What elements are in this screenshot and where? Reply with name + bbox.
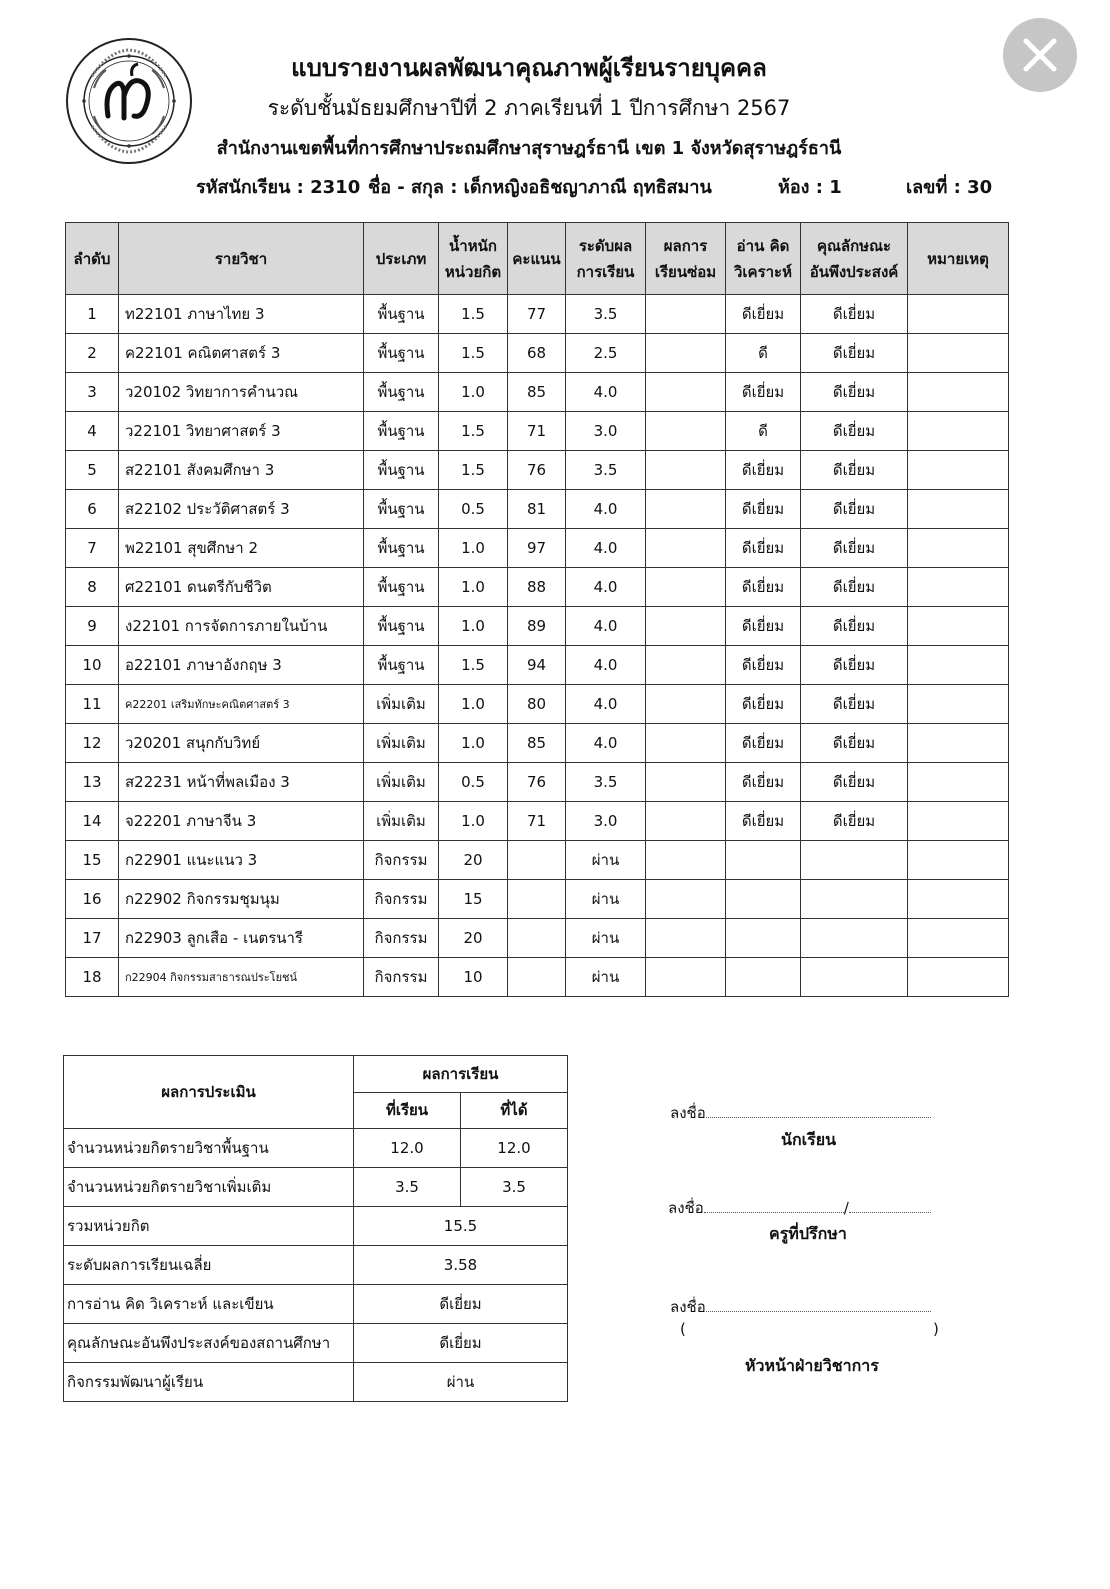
cell-type: เพิ่มเติม	[364, 763, 439, 802]
summary-row-basic: จำนวนหน่วยกิตรายวิชาพื้นฐาน 12.0 12.0	[64, 1129, 568, 1168]
head-signature-line: ลงชื่อ	[670, 1295, 931, 1319]
cell-subject: ก22902 กิจกรรมชุมนุม	[119, 880, 364, 919]
cell-score: 85	[508, 373, 566, 412]
room: ห้อง : 1	[778, 177, 842, 198]
cell-credit: 0.5	[439, 490, 508, 529]
cell-reading: ดีเยี่ยม	[726, 568, 801, 607]
cell-remedial	[646, 607, 726, 646]
cell-reading: ดีเยี่ยม	[726, 490, 801, 529]
grades-header-row	[66, 223, 1009, 295]
cell-no: 1	[66, 295, 119, 334]
cell-remedial	[646, 763, 726, 802]
cell-trait: ดีเยี่ยม	[801, 451, 908, 490]
head-signature-title: หัวหน้าฝ่ายวิชาการ	[745, 1356, 879, 1375]
table-row	[66, 568, 1009, 607]
cell-subject: ก22903 ลูกเสือ - เนตรนารี	[119, 919, 364, 958]
cell-grade: ผ่าน	[566, 880, 646, 919]
col-reading: อ่าน คิด วิเคราะห์	[726, 223, 801, 295]
cell-trait: ดีเยี่ยม	[801, 490, 908, 529]
cell-no: 9	[66, 607, 119, 646]
grades-table	[65, 222, 1009, 997]
cell-trait: ดีเยี่ยม	[801, 685, 908, 724]
summary-eval-header: ผลการประเมิน	[64, 1056, 354, 1129]
cell-score: 80	[508, 685, 566, 724]
cell-credit: 1.5	[439, 646, 508, 685]
cell-reading: ดีเยี่ยม	[726, 646, 801, 685]
cell-reading: ดีเยี่ยม	[726, 373, 801, 412]
cell-remedial	[646, 412, 726, 451]
cell-no: 8	[66, 568, 119, 607]
cell-score	[508, 880, 566, 919]
cell-remark	[908, 490, 1009, 529]
summary-row-activity: กิจกรรมพัฒนาผู้เรียน ผ่าน	[64, 1363, 568, 1402]
cell-remedial	[646, 724, 726, 763]
cell-type: เพิ่มเติม	[364, 802, 439, 841]
cell-reading	[726, 919, 801, 958]
cell-type: พื้นฐาน	[364, 451, 439, 490]
table-row	[66, 763, 1009, 802]
col-score: คะแนน	[508, 223, 566, 295]
cell-no: 11	[66, 685, 119, 724]
table-row	[66, 880, 1009, 919]
cell-remedial	[646, 646, 726, 685]
col-remedial: ผลการ เรียนซ่อม	[646, 223, 726, 295]
cell-grade: 3.5	[566, 763, 646, 802]
cell-score: 85	[508, 724, 566, 763]
cell-credit: 1.0	[439, 373, 508, 412]
cell-subject: พ22101 สุขศึกษา 2	[119, 529, 364, 568]
student-signature-title: นักเรียน	[781, 1130, 836, 1149]
cell-type: กิจกรรม	[364, 919, 439, 958]
table-row	[66, 802, 1009, 841]
cell-score: 76	[508, 763, 566, 802]
cell-remedial	[646, 451, 726, 490]
summary-studied-header: ที่เรียน	[354, 1092, 461, 1129]
cell-remedial	[646, 490, 726, 529]
cell-no: 14	[66, 802, 119, 841]
grades-body	[66, 295, 1009, 997]
cell-remark	[908, 646, 1009, 685]
table-row	[66, 490, 1009, 529]
cell-credit: 1.0	[439, 607, 508, 646]
cell-reading: ดี	[726, 334, 801, 373]
cell-credit: 1.5	[439, 334, 508, 373]
cell-no: 3	[66, 373, 119, 412]
cell-type: พื้นฐาน	[364, 646, 439, 685]
cell-trait: ดีเยี่ยม	[801, 724, 908, 763]
cell-score	[508, 919, 566, 958]
cell-subject: ว20201 สนุกกับวิทย์	[119, 724, 364, 763]
cell-reading: ดีเยี่ยม	[726, 802, 801, 841]
cell-type: กิจกรรม	[364, 880, 439, 919]
table-row	[66, 841, 1009, 880]
table-row	[66, 373, 1009, 412]
cell-grade: 4.0	[566, 568, 646, 607]
cell-no: 16	[66, 880, 119, 919]
cell-no: 7	[66, 529, 119, 568]
cell-type: พื้นฐาน	[364, 334, 439, 373]
head-signature-paren-open: (	[680, 1320, 686, 1338]
table-row	[66, 334, 1009, 373]
cell-trait	[801, 958, 908, 997]
cell-remark	[908, 412, 1009, 451]
cell-trait: ดีเยี่ยม	[801, 334, 908, 373]
cell-trait: ดีเยี่ยม	[801, 646, 908, 685]
cell-trait: ดีเยี่ยม	[801, 568, 908, 607]
cell-remedial	[646, 958, 726, 997]
cell-remark	[908, 568, 1009, 607]
col-subject: รายวิชา	[119, 223, 364, 295]
cell-grade: 4.0	[566, 724, 646, 763]
table-row	[66, 685, 1009, 724]
summary-row-total: รวมหน่วยกิต 15.5	[64, 1207, 568, 1246]
cell-grade: 4.0	[566, 607, 646, 646]
cell-no: 10	[66, 646, 119, 685]
cell-trait	[801, 919, 908, 958]
cell-reading: ดีเยี่ยม	[726, 295, 801, 334]
cell-trait: ดีเยี่ยม	[801, 412, 908, 451]
advisor-signature-title: ครูที่ปรึกษา	[769, 1224, 847, 1243]
cell-reading: ดีเยี่ยม	[726, 724, 801, 763]
cell-subject: ค22201 เสริมทักษะคณิตศาสตร์ 3	[119, 685, 364, 724]
cell-type: พื้นฐาน	[364, 295, 439, 334]
table-row	[66, 412, 1009, 451]
cell-credit: 20	[439, 919, 508, 958]
table-row	[66, 958, 1009, 997]
cell-grade: 3.0	[566, 802, 646, 841]
report-title: แบบรายงานผลพัฒนาคุณภาพผู้เรียนรายบุคคล	[291, 54, 767, 82]
cell-remark	[908, 841, 1009, 880]
cell-reading: ดีเยี่ยม	[726, 607, 801, 646]
cell-credit: 15	[439, 880, 508, 919]
cell-remedial	[646, 880, 726, 919]
cell-score: 94	[508, 646, 566, 685]
cell-credit: 1.0	[439, 568, 508, 607]
cell-remark	[908, 529, 1009, 568]
cell-grade: 3.5	[566, 451, 646, 490]
cell-no: 6	[66, 490, 119, 529]
table-row	[66, 451, 1009, 490]
cell-score: 71	[508, 412, 566, 451]
cell-reading	[726, 958, 801, 997]
cell-remark	[908, 958, 1009, 997]
cell-type: พื้นฐาน	[364, 568, 439, 607]
cell-score: 71	[508, 802, 566, 841]
cell-remark	[908, 802, 1009, 841]
cell-remedial	[646, 685, 726, 724]
cell-remedial	[646, 529, 726, 568]
cell-type: พื้นฐาน	[364, 412, 439, 451]
cell-credit: 0.5	[439, 763, 508, 802]
cell-grade: 3.0	[566, 412, 646, 451]
cell-subject: ส22102 ประวัติศาสตร์ 3	[119, 490, 364, 529]
cell-type: กิจกรรม	[364, 841, 439, 880]
col-trait: คุณลักษณะ อันพึงประสงค์	[801, 223, 908, 295]
cell-remark	[908, 724, 1009, 763]
summary-result-header: ผลการเรียน	[354, 1056, 568, 1093]
cell-trait: ดีเยี่ยม	[801, 295, 908, 334]
cell-reading: ดีเยี่ยม	[726, 763, 801, 802]
education-office: สำนักงานเขตพื้นที่การศึกษาประถมศึกษาสุราษฎร์ธานี เขต 1 จังหวัดสุราษฎร์ธานี	[216, 138, 842, 159]
student-id: รหัสนักเรียน : 2310	[196, 177, 361, 198]
cell-subject: ส22231 หน้าที่พลเมือง 3	[119, 763, 364, 802]
cell-subject: ว20102 วิทยาการคำนวณ	[119, 373, 364, 412]
cell-trait: ดีเยี่ยม	[801, 802, 908, 841]
cell-reading: ดี	[726, 412, 801, 451]
cell-no: 15	[66, 841, 119, 880]
cell-credit: 1.5	[439, 451, 508, 490]
cell-credit: 1.0	[439, 802, 508, 841]
cell-subject: ก22901 แนะแนว 3	[119, 841, 364, 880]
summary-got-header: ที่ได้	[461, 1092, 568, 1129]
cell-score: 76	[508, 451, 566, 490]
cell-trait	[801, 841, 908, 880]
cell-grade: 4.0	[566, 373, 646, 412]
cell-no: 13	[66, 763, 119, 802]
seat-number: เลขที่ : 30	[906, 177, 993, 198]
cell-remedial	[646, 295, 726, 334]
cell-no: 17	[66, 919, 119, 958]
cell-trait	[801, 880, 908, 919]
cell-grade: 2.5	[566, 334, 646, 373]
cell-reading: ดีเยี่ยม	[726, 451, 801, 490]
cell-subject: ส22101 สังคมศึกษา 3	[119, 451, 364, 490]
cell-grade: ผ่าน	[566, 958, 646, 997]
cell-trait: ดีเยี่ยม	[801, 763, 908, 802]
cell-remedial	[646, 919, 726, 958]
cell-type: พื้นฐาน	[364, 373, 439, 412]
cell-score: 77	[508, 295, 566, 334]
table-row	[66, 646, 1009, 685]
cell-remark	[908, 880, 1009, 919]
cell-credit: 1.0	[439, 724, 508, 763]
cell-trait: ดีเยี่ยม	[801, 607, 908, 646]
cell-remark	[908, 919, 1009, 958]
report-subtitle: ระดับชั้นมัธยมศึกษาปีที่ 2 ภาคเรียนที่ 1 ปีการศึกษา 2567	[267, 96, 791, 120]
cell-type: พื้นฐาน	[364, 607, 439, 646]
cell-remark	[908, 295, 1009, 334]
cell-type: กิจกรรม	[364, 958, 439, 997]
cell-remedial	[646, 373, 726, 412]
cell-credit: 1.0	[439, 529, 508, 568]
cell-grade: 4.0	[566, 529, 646, 568]
table-row	[66, 295, 1009, 334]
student-name: ชื่อ - สกุล : เด็กหญิงอธิชญาภาณี ฤทธิสมาน	[368, 177, 712, 198]
cell-no: 12	[66, 724, 119, 763]
cell-score: 89	[508, 607, 566, 646]
head-signature-paren-close: )	[933, 1320, 939, 1338]
cell-grade: 4.0	[566, 685, 646, 724]
cell-no: 5	[66, 451, 119, 490]
cell-score: 81	[508, 490, 566, 529]
cell-remedial	[646, 841, 726, 880]
col-remark: หมายเหตุ	[908, 223, 1009, 295]
cell-trait: ดีเยี่ยม	[801, 373, 908, 412]
cell-subject: จ22201 ภาษาจีน 3	[119, 802, 364, 841]
cell-no: 18	[66, 958, 119, 997]
cell-type: พื้นฐาน	[364, 529, 439, 568]
col-no: ลำดับ	[66, 223, 119, 295]
cell-subject: ง22101 การจัดการภายในบ้าน	[119, 607, 364, 646]
cell-remark	[908, 451, 1009, 490]
cell-subject: ว22101 วิทยาศาสตร์ 3	[119, 412, 364, 451]
cell-subject: ค22101 คณิตศาสตร์ 3	[119, 334, 364, 373]
cell-remark	[908, 334, 1009, 373]
cell-credit: 1.5	[439, 412, 508, 451]
cell-remedial	[646, 334, 726, 373]
cell-reading	[726, 880, 801, 919]
cell-type: เพิ่มเติม	[364, 685, 439, 724]
cell-remark	[908, 685, 1009, 724]
cell-no: 2	[66, 334, 119, 373]
cell-remedial	[646, 802, 726, 841]
cell-grade: ผ่าน	[566, 841, 646, 880]
table-row	[66, 919, 1009, 958]
table-row	[66, 529, 1009, 568]
cell-grade: 4.0	[566, 490, 646, 529]
cell-score: 88	[508, 568, 566, 607]
cell-grade: 4.0	[566, 646, 646, 685]
cell-reading: ดีเยี่ยม	[726, 685, 801, 724]
cell-no: 4	[66, 412, 119, 451]
cell-type: เพิ่มเติม	[364, 724, 439, 763]
cell-credit: 10	[439, 958, 508, 997]
cell-trait: ดีเยี่ยม	[801, 529, 908, 568]
col-grade: ระดับผล การเรียน	[566, 223, 646, 295]
col-type: ประเภท	[364, 223, 439, 295]
cell-remark	[908, 607, 1009, 646]
cell-score: 68	[508, 334, 566, 373]
summary-row-reading: การอ่าน คิด วิเคราะห์ และเขียน ดีเยี่ยม	[64, 1285, 568, 1324]
student-signature-line: ลงชื่อ	[670, 1101, 931, 1125]
cell-subject: อ22101 ภาษาอังกฤษ 3	[119, 646, 364, 685]
cell-grade: ผ่าน	[566, 919, 646, 958]
cell-reading	[726, 841, 801, 880]
summary-row-gpa: ระดับผลการเรียนเฉลี่ย 3.58	[64, 1246, 568, 1285]
cell-remark	[908, 373, 1009, 412]
table-row	[66, 724, 1009, 763]
cell-remedial	[646, 568, 726, 607]
cell-subject: ท22101 ภาษาไทย 3	[119, 295, 364, 334]
cell-remark	[908, 763, 1009, 802]
summary-row-trait: คุณลักษณะอันพึงประสงค์ของสถานศึกษา ดีเยี่ยม	[64, 1324, 568, 1363]
cell-reading: ดีเยี่ยม	[726, 529, 801, 568]
cell-type: พื้นฐาน	[364, 490, 439, 529]
advisor-signature-line: ลงชื่อ /	[668, 1196, 931, 1220]
cell-credit: 20	[439, 841, 508, 880]
cell-score: 97	[508, 529, 566, 568]
summary-row-extra: จำนวนหน่วยกิตรายวิชาเพิ่มเติม 3.5 3.5	[64, 1168, 568, 1207]
cell-credit: 1.5	[439, 295, 508, 334]
table-row	[66, 607, 1009, 646]
cell-grade: 3.5	[566, 295, 646, 334]
cell-score	[508, 841, 566, 880]
summary-table	[63, 1055, 568, 1402]
cell-subject: ศ22101 ดนตรีกับชีวิต	[119, 568, 364, 607]
cell-subject: ก22904 กิจกรรมสาธารณประโยชน์	[119, 958, 364, 997]
cell-score	[508, 958, 566, 997]
cell-credit: 1.0	[439, 685, 508, 724]
col-credit: น้ำหนัก หน่วยกิต	[439, 223, 508, 295]
